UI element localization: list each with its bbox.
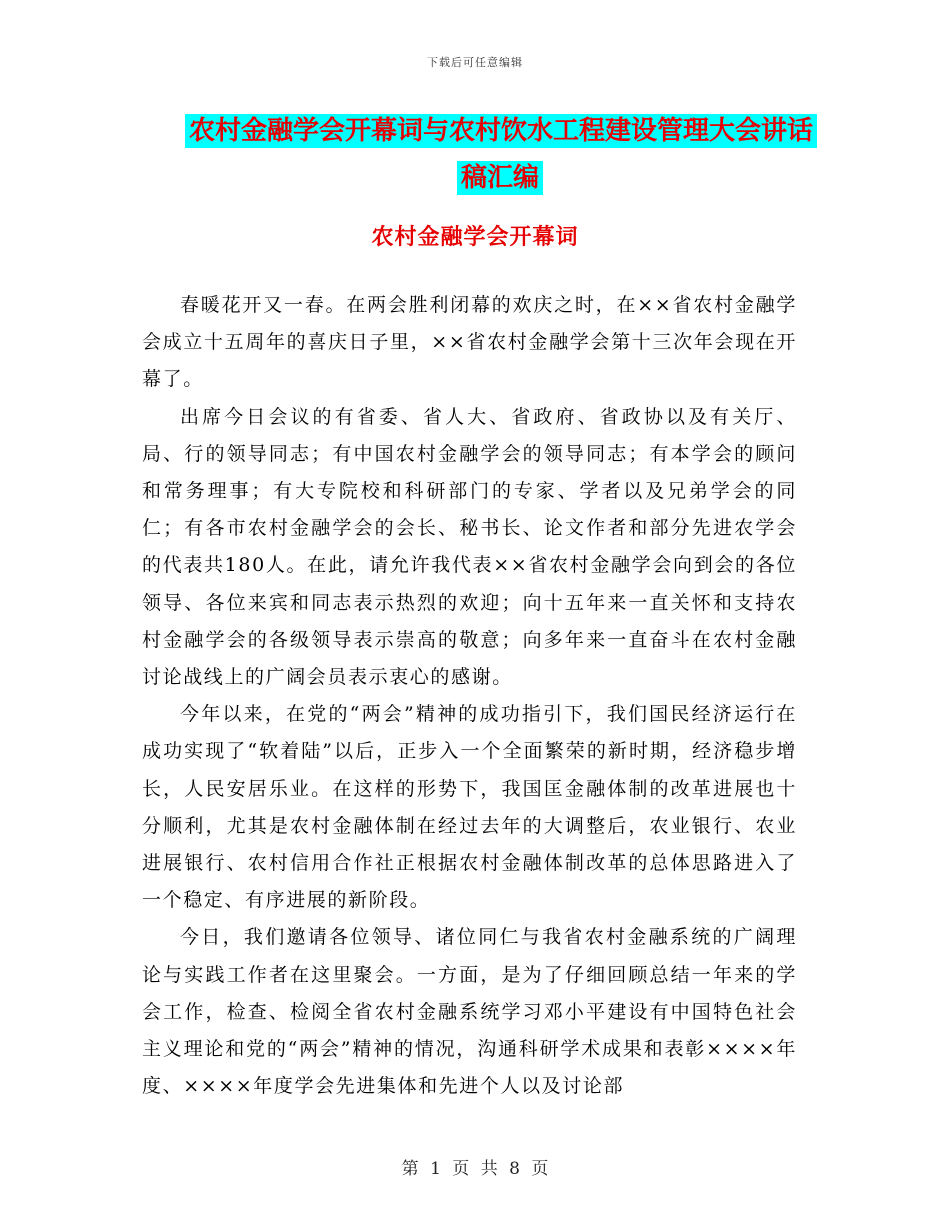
paragraph-2: 出席今日会议的有省委、省人大、省政府、省政协以及有关厅、局、行的领导同志；有中国农村金融学会的领导同志；有本学会的顾问和常务理事；有大专院校和科研部门的专家、学者以及兄弟学会的同仁；有各市农村金融学会的会长、秘书长、论文作者和部分先进农学会的代表共180人。在此，请允许我代表××省农村金融学会向到会的各位领导、各位来宾和同志表示热烈的欢迎；向十五年来一直关怀和支持农村金融学会的各级领导表示崇高的敬意；向多年来一直奋斗在农村金融讨论战线上的广阔会员表示衷心的感谢。 [142,405,797,689]
page-number-footer: 第 1 页 共 8 页 [401,1159,549,1179]
document-title [185,108,815,202]
paragraph-3: 今年以来，在党的“两会”精神的成功指引下，我们国民经济运行在成功实现了“软着陆”以后，正步入一个全面繁荣的新时期，经济稳步增长，人民安居乐业。在这样的形势下，我国匡金融体制的改革进展也十分顺利，尤其是农村金融体制在经过去年的大调整后，农业银行、农业进展银行、农村信用合作社正根据农村金融体制改革的总体思路进入了一个稳定、有序进展的新阶段。 [142,703,797,912]
document-body [142,287,797,1105]
section-title: 农村金融学会开幕词 [371,224,579,250]
paragraph-4: 今日，我们邀请各位领导、诸位同仁与我省农村金融系统的广阔理论与实践工作者在这里聚会。一方面，是为了仔细回顾总结一年来的学会工作，检查、检阅全省农村金融系统学习邓小平建设有中国特色社会主义理论和党的“两会”精神的情况，沟通科研学术成果和表彰××××年度、××××年度学会先进集体和先进个人以及讨论部 [142,926,797,1098]
page-header-note: 下载后可任意编辑 [427,56,523,69]
paragraph-1: 春暖花开又一春。在两会胜利闭幕的欢庆之时，在××省农村金融学会成立十五周年的喜庆日子里，××省农村金融学会第十三次年会现在开幕了。 [142,294,797,391]
document-title-text: 农村金融学会开幕词与农村饮水工程建设管理大会讲话稿汇编 [185,114,817,195]
